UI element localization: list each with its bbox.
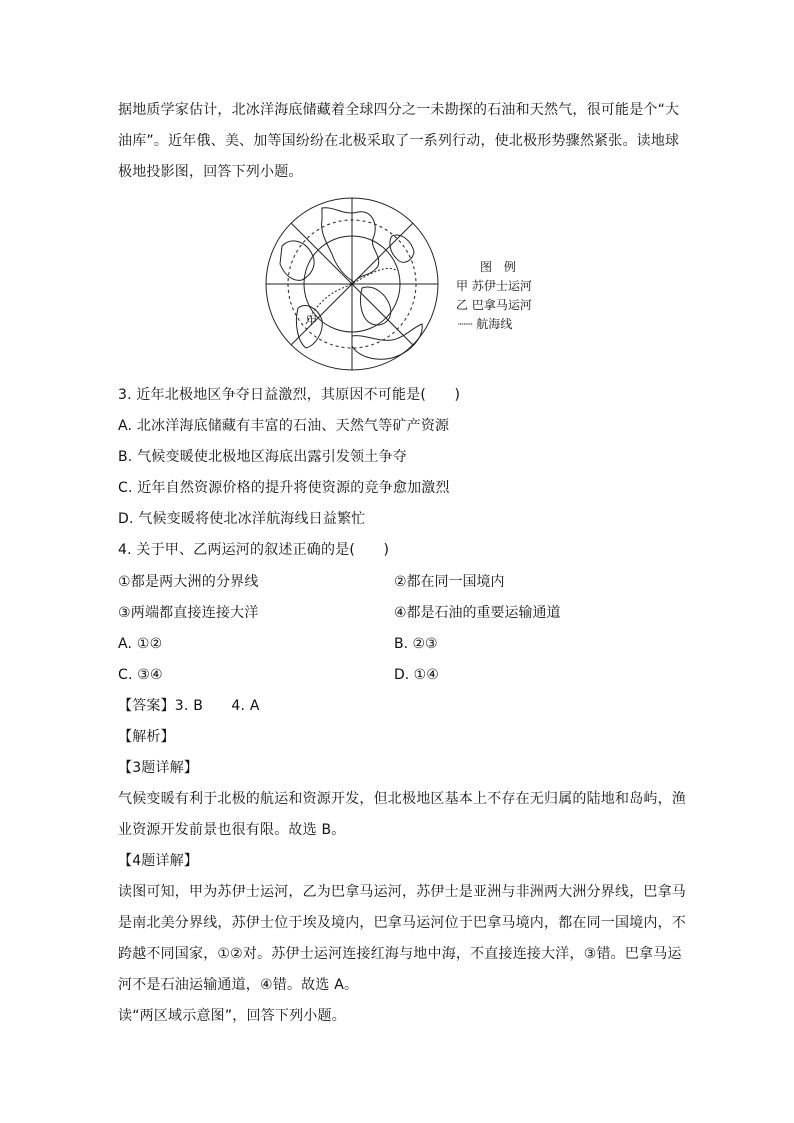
detail-4-line-1: 读图可知，甲为苏伊士运河，乙为巴拿马运河，苏伊士是亚洲与非洲两大洲分界线，巴拿马 — [118, 884, 686, 900]
greenland-outline — [322, 208, 379, 282]
answer-line: 【答案】3. B 4. A — [118, 698, 260, 714]
question-3-stem: 3. 近年北极地区争夺日益激烈，其原因不可能是( ) — [118, 387, 461, 403]
question-4-stem: 4. 关于甲、乙两运河的叙述正确的是( ) — [118, 542, 390, 558]
intro-line-3: 极地投影图，回答下列小题。 — [118, 164, 303, 180]
question-3-option-b: B. 气候变暖使北极地区海底出露引发领土争夺 — [118, 449, 407, 465]
question-3-option-a: A. 北冰洋海底储藏有丰富的石油、天然气等矿产资源 — [118, 418, 450, 434]
question-3-option-c: C. 近年自然资源价格的提升将使资源的竞争愈加激烈 — [118, 480, 450, 496]
detail-4-label: 【4题详解】 — [118, 853, 199, 869]
detail-3-line-2: 业资源开发前景也很有限。故选 B。 — [118, 822, 346, 838]
legend-item: 乙 巴拿马运河 — [456, 298, 532, 312]
question-4-statement-2: ②都在同一国境内 — [394, 574, 505, 590]
question-4-option-c: C. ③④ — [118, 667, 163, 683]
map-label-jia: 甲 — [306, 314, 317, 327]
question-4-statement-3: ③两端都直接连接大洋 — [118, 605, 259, 621]
landmass-outline — [352, 324, 422, 359]
question-4-option-d: D. ①④ — [394, 667, 439, 683]
next-intro-line: 读“两区域示意图”，回答下列小题。 — [118, 1008, 346, 1024]
intro-line-2: 油库”。近年俄、美、加等国纷纷在北极采取了一系列行动，使北极形势骤然紧张。读地球 — [118, 133, 680, 149]
question-4-option-a: A. ①② — [118, 636, 163, 652]
question-4-option-b: B. ②③ — [394, 636, 438, 652]
intro-line-1: 据地质学家估计，北冰洋海底储藏着全球四分之一未勘探的石油和天然气，很可能是个“大 — [118, 102, 680, 118]
detail-4-line-4: 河不是石油运输通道，④错。故选 A。 — [118, 977, 359, 993]
legend-title: 图 例 — [480, 260, 520, 274]
detail-3-line-1: 气候变暖有利于北极的航运和资源开发，但北极地区基本上不存在无归属的陆地和岛屿，渔 — [118, 791, 686, 807]
question-4-statement-1: ①都是两大洲的分界线 — [118, 574, 259, 590]
legend-item: 甲 苏伊士运河 — [456, 279, 532, 293]
question-4-statement-4: ④都是石油的重要运输通道 — [394, 605, 561, 621]
legend-item: ┈┈ 航海线 — [458, 317, 513, 331]
detail-4-line-3: 跨越不同国家，①②对。苏伊士运河连接红海与地中海，不直接连接大洋，③错。巴拿马运 — [118, 946, 682, 962]
landmass-outline — [280, 241, 314, 280]
detail-4-line-2: 是南北美分界线，苏伊士位于埃及境内，巴拿马运河位于巴拿马境内，都在同一国境内，不 — [118, 915, 686, 931]
shipping-route — [306, 268, 396, 324]
detail-3-label: 【3题详解】 — [118, 760, 199, 776]
analysis-label: 【解析】 — [118, 729, 175, 745]
question-3-option-d: D. 气候变暖将使北冰洋航海线日益繁忙 — [118, 511, 366, 527]
polar-map-svg — [262, 196, 442, 372]
landmass-outline — [360, 287, 390, 325]
map-legend — [456, 258, 532, 334]
